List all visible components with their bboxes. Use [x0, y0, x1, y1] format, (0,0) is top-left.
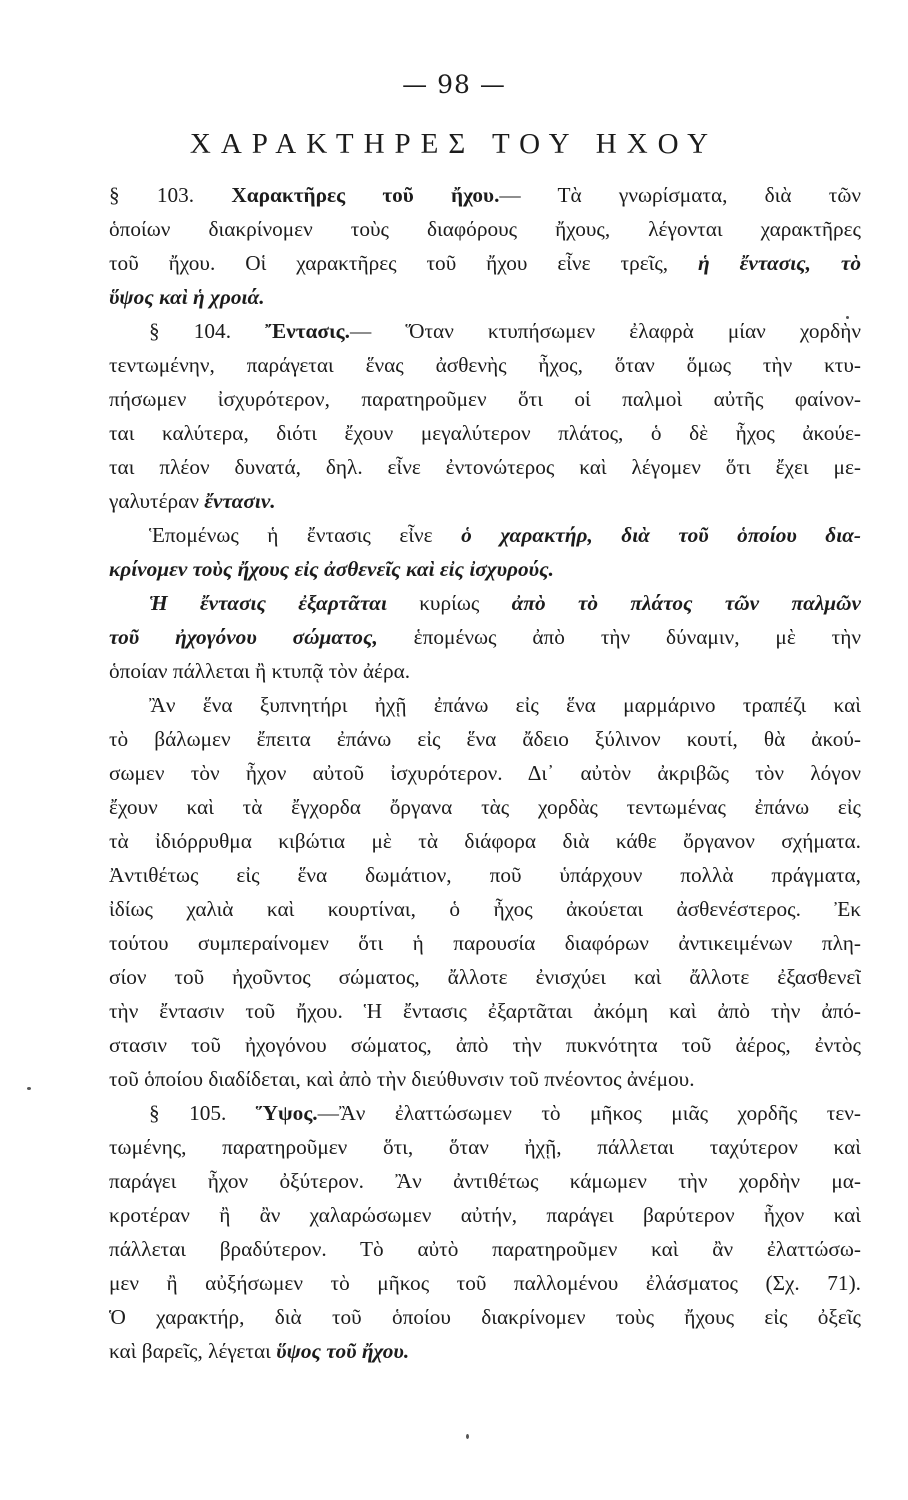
text-run: τὴν ἔντασιν τοῦ ἤχου. Ἡ ἔντασις ἐξαρτᾶται ἀκόμη καὶ ἀπὸ τὴν ἀπό- [109, 999, 861, 1023]
text-run: τοῦ ὁποίου διαδίδεται, καὶ ἀπὸ τὴν διεύθυνσιν τοῦ πνέοντος ἀνέμου. [109, 1067, 695, 1091]
text-line [109, 1028, 861, 1062]
text-line [109, 552, 861, 586]
emphasis-run: ὁ χαρακτήρ, διὰ τοῦ ὁποίου δια- [461, 523, 861, 547]
text-run: — Ὅταν κτυπήσωμεν ἐλαφρὰ μίαν χορδὴν [349, 319, 861, 343]
chapter-heading: ΧΑΡΑΚΤΗΡΕΣ ΤΟΥ ΗΧΟΥ [189, 128, 719, 160]
text-run: Ἂν ἕνα ξυπνητήρι ἠχῇ ἐπάνω εἰς ἕνα μαρμάρινο τραπέζι καὶ [149, 693, 861, 717]
text-line [109, 620, 861, 654]
text-run: ὁποίαν πάλλεται ἢ κτυπᾷ τὸν ἀέρα. [109, 659, 411, 683]
text-line [109, 1266, 861, 1300]
text-line [109, 1232, 861, 1266]
emphasis-run: Ἡ ἔντασις ἐξαρτᾶται [149, 591, 387, 615]
print-speck [846, 316, 849, 319]
emphasis-run: Ὕψος. [255, 1101, 318, 1125]
text-line [109, 994, 861, 1028]
text-line [109, 382, 861, 416]
emphasis-run: ἔντασιν. [204, 489, 276, 513]
text-line [109, 246, 861, 280]
text-line [109, 892, 861, 926]
text-run: § 104. [149, 319, 266, 343]
text-run: κροτέραν ἢ ἂν χαλαρώσωμεν αὐτήν, παράγει βαρύτερον ἦχον καὶ [109, 1203, 861, 1227]
text-run: τωμένης, παρατηροῦμεν ὅτι, ὅταν ἠχῇ, πάλλεται ταχύτερον καὶ [109, 1135, 861, 1159]
text-line [109, 858, 861, 892]
text-line [109, 484, 861, 518]
emphasis-run: τοῦ ἠχογόνου σώματος, [109, 625, 378, 649]
text-run: ἰδίως χαλιὰ καὶ κουρτίναι, ὁ ἦχος ἀκούεται ἀσθενέστερος. Ἐκ [109, 897, 861, 921]
text-run: — Τὰ γνωρίσματα, διὰ τῶν [499, 183, 861, 207]
emphasis-run: ὕψος τοῦ ἤχου. [276, 1339, 410, 1363]
text-line [109, 178, 861, 212]
text-line [109, 348, 861, 382]
text-run: γαλυτέραν [109, 489, 205, 513]
text-line [109, 1334, 861, 1368]
text-line [109, 450, 861, 484]
emphasis-run: κρίνομεν τοὺς ἤχους εἰς ἀσθενεῖς καὶ εἰς ἰσχυρούς. [109, 557, 554, 581]
text-line [109, 756, 861, 790]
text-line [109, 960, 861, 994]
text-run: τεντωμένην, παράγεται ἕνας ἀσθενὴς ἦχος, ὅταν ὅμως τὴν κτυ- [109, 353, 861, 377]
text-line [109, 1300, 861, 1334]
text-line [109, 314, 861, 348]
text-run: τὸ βάλωμεν ἔπειτα ἐπάνω εἰς ἕνα ἄδειο ξύλινον κουτί, θὰ ἀκού- [109, 727, 861, 751]
text-run: στασιν τοῦ ἠχογόνου σώματος, ἀπὸ τὴν πυκνότητα τοῦ ἀέρος, ἐντὸς [109, 1033, 861, 1057]
text-run: ὁποίων διακρίνομεν τοὺς διαφόρους ἤχους, λέγονται χαρακτῆρες [109, 217, 861, 241]
text-line [109, 722, 861, 756]
text-line [109, 1198, 861, 1232]
text-run: ται πλέον δυνατά, δηλ. εἶνε ἐντονώτερος καὶ λέγομεν ὅτι ἔχει με- [109, 455, 861, 479]
text-line [109, 1130, 861, 1164]
text-line [109, 212, 861, 246]
text-run: τὰ ἰδιόρρυθμα κιβώτια μὲ τὰ διάφορα διὰ κάθε ὄργανον σχήματα. [109, 829, 861, 853]
text-run: κυρίως [386, 591, 512, 615]
text-line [109, 280, 861, 314]
text-run: πάλλεται βραδύτερον. Τὸ αὐτὸ παρατηροῦμεν καὶ ἂν ἐλαττώσω- [109, 1237, 861, 1261]
emphasis-run: Ἔντασις. [265, 319, 350, 343]
text-line [109, 790, 861, 824]
text-run: ἔχουν καὶ τὰ ἔγχορδα ὄργανα τὰς χορδὰς τεντωμένας ἐπάνω εἰς [109, 795, 861, 819]
text-run: τοῦ ἤχου. Οἱ χαρακτῆρες τοῦ ἤχου εἶνε τρεῖς, [109, 251, 699, 275]
text-run: τούτου συμπεραίνομεν ὅτι ἡ παρουσία διαφόρων ἀντικειμένων πλη- [109, 931, 861, 955]
text-run: πήσωμεν ἰσχυρότερον, παρατηροῦμεν ὅτι οἱ παλμοὶ αὐτῆς φαίνον- [109, 387, 861, 411]
text-line [109, 416, 861, 450]
text-run: Ἀντιθέτως εἰς ἕνα δωμάτιον, ποῦ ὑπάρχουν πολλὰ πράγματα, [109, 863, 861, 887]
text-line [109, 1096, 861, 1130]
text-line [109, 654, 861, 688]
text-run: καὶ βαρεῖς, λέγεται [109, 1339, 277, 1363]
text-run: μεν ἢ αὐξήσωμεν τὸ μῆκος τοῦ παλλομένου ἐλάσματος (Σχ. 71). [109, 1271, 861, 1295]
body-text [109, 178, 861, 1368]
emphasis-run: ἀπὸ τὸ πλάτος τῶν παλμῶν [511, 591, 861, 615]
print-speck [466, 1434, 469, 1439]
text-run: ται καλύτερα, διότι ἔχουν μεγαλύτερον πλάτος, ὁ δὲ ἦχος ἀκούε- [109, 421, 861, 445]
text-run: σίον τοῦ ἠχοῦντος σώματος, ἄλλοτε ἐνισχύει καὶ ἄλλοτε ἐξασθενεῖ [109, 965, 861, 989]
emphasis-run: Χαρακτῆρες τοῦ ἤχου. [231, 183, 500, 207]
text-run: § 103. [109, 183, 232, 207]
text-line [109, 586, 861, 620]
emphasis-run: ὕψος καὶ ἡ χροιά. [109, 285, 265, 309]
text-line [109, 1062, 861, 1096]
text-run: παράγει ἦχον ὀξύτερον. Ἂν ἀντιθέτως κάμωμεν τὴν χορδὴν μα- [109, 1169, 861, 1193]
text-line [109, 518, 861, 552]
text-line [109, 1164, 861, 1198]
text-run: ἑπομένως ἀπὸ τὴν δύναμιν, μὲ τὴν [377, 625, 861, 649]
text-line [109, 688, 861, 722]
print-speck [27, 1087, 31, 1090]
text-run: —Ἂν ἐλαττώσωμεν τὸ μῆκος μιᾶς χορδῆς τεν- [317, 1101, 861, 1125]
text-line [109, 926, 861, 960]
page-number: — 98 — [402, 70, 506, 99]
text-run: § 105. [149, 1101, 256, 1125]
text-run: Ἑπομένως ἡ ἔντασις εἶνε [149, 523, 462, 547]
text-run: Ὁ χαρακτήρ, διὰ τοῦ ὁποίου διακρίνομεν τοὺς ἤχους εἰς ὀξεῖς [109, 1305, 861, 1329]
emphasis-run: ἡ ἔντασις, τὸ [698, 251, 861, 275]
text-run: σωμεν τὸν ἦχον αὐτοῦ ἰσχυρότερον. Δι᾽ αὐτὸν ἀκριβῶς τὸν λόγον [109, 761, 861, 785]
text-line [109, 824, 861, 858]
